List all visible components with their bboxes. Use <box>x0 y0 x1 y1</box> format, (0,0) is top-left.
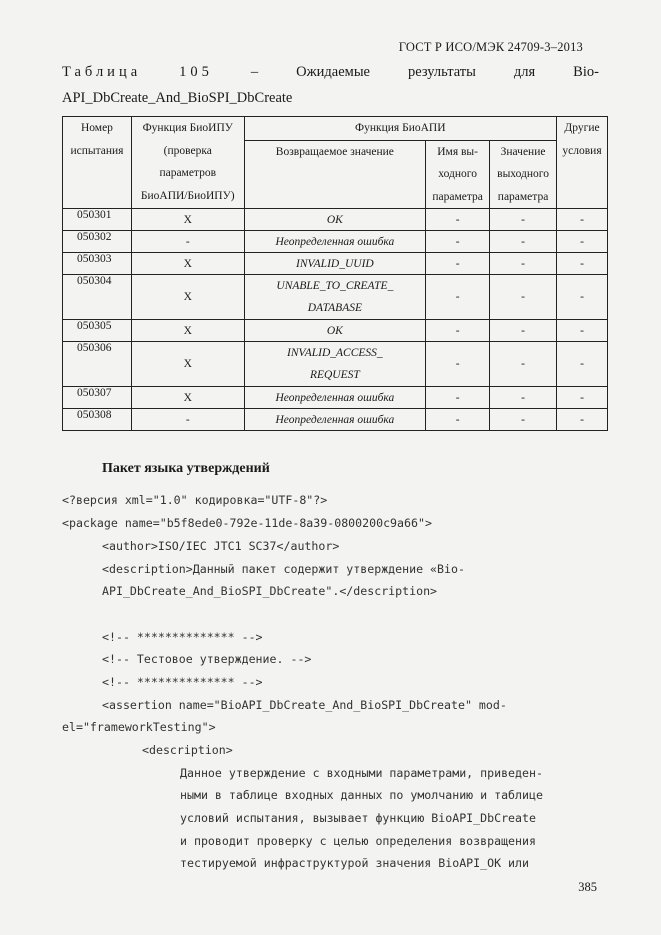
header-output-param-name: Имя вы- ходного параметра <box>426 140 490 209</box>
code-line: тестируемой инфраструктурой значения BioAPI_OK или <box>180 856 530 870</box>
standard-designation: ГОСТ Р ИСО/МЭК 24709-3–2013 <box>398 40 583 54</box>
code-line: <description>Данный пакет содержит утверждение «Bio- <box>102 562 465 576</box>
table-row: 050308 - Неопределенная ошибка - - - <box>63 409 608 431</box>
header-output-param-value: Значение выходного параметра <box>490 140 557 209</box>
results-table <box>62 116 608 431</box>
code-line: <author>ISO/IEC JTC1 SC37</author> <box>102 539 340 553</box>
caption-word: – <box>250 64 259 80</box>
code-line: el="frameworkTesting"> <box>62 720 216 734</box>
caption-word: 105 <box>179 64 213 80</box>
table-row: 050302 - Неопределенная ошибка - - - <box>63 231 608 253</box>
code-line: <?версия xml="1.0" кодировка="UTF-8"?> <box>62 493 328 507</box>
header-test-number: Номер испытания <box>63 117 132 209</box>
caption-word: Таблица <box>62 64 142 80</box>
header-bioapi-function: Функция БиоАПИ <box>244 117 556 141</box>
table-row: 050305 X OK - - - <box>63 320 608 342</box>
header-other-conditions: Другие условия <box>557 117 608 209</box>
code-line: <!-- ************** --> <box>102 630 263 644</box>
table-caption <box>62 64 599 81</box>
code-line: <!-- Тестовое утверждение. --> <box>102 652 312 666</box>
code-line: условий испытания, вызывает функцию BioAPI_DbCreate <box>180 811 536 825</box>
table-caption-continuation: API_DbCreate_And_BioSPI_DbCreate <box>62 90 293 106</box>
caption-word: результаты <box>408 64 476 80</box>
section-heading: Пакет языка утверждений <box>102 461 270 476</box>
table-row: 050306 X INVALID_ACCESS_ REQUEST - - - <box>63 342 608 387</box>
caption-word: Bio- <box>573 64 599 80</box>
table-row: 050303 X INVALID_UUID - - - <box>63 253 608 275</box>
code-line: API_DbCreate_And_BioSPI_DbCreate".</description> <box>102 584 438 598</box>
table-row: 050301 X OK - - - <box>63 209 608 231</box>
code-line: Данное утверждение с входными параметрами, приведен- <box>180 766 543 780</box>
caption-word: Ожидаемые <box>296 64 370 80</box>
caption-word: для <box>513 64 536 80</box>
table-row: 050307 X Неопределенная ошибка - - - <box>63 387 608 409</box>
header-return-value: Возвращаемое значение <box>244 140 426 209</box>
code-line: <!-- ************** --> <box>102 675 263 689</box>
code-line: <package name="b5f8ede0-792e-11de-8a39-0800200c9a66"> <box>62 516 432 530</box>
code-line: <assertion name="BioAPI_DbCreate_And_BioSPI_DbCreate" mod- <box>102 698 507 712</box>
page-number: 385 <box>578 880 597 894</box>
table-row: 050304 X UNABLE_TO_CREATE_ DATABASE - - - <box>63 275 608 320</box>
code-line: и проводит проверку с целью определения возвращения <box>180 834 536 848</box>
code-line: <description> <box>142 743 233 757</box>
code-line: ными в таблице входных данных по умолчанию и таблице <box>180 788 543 802</box>
header-bioipu-function: Функция БиоИПУ (проверка параметров БиоАПИ/БиоИПУ) <box>131 117 244 209</box>
